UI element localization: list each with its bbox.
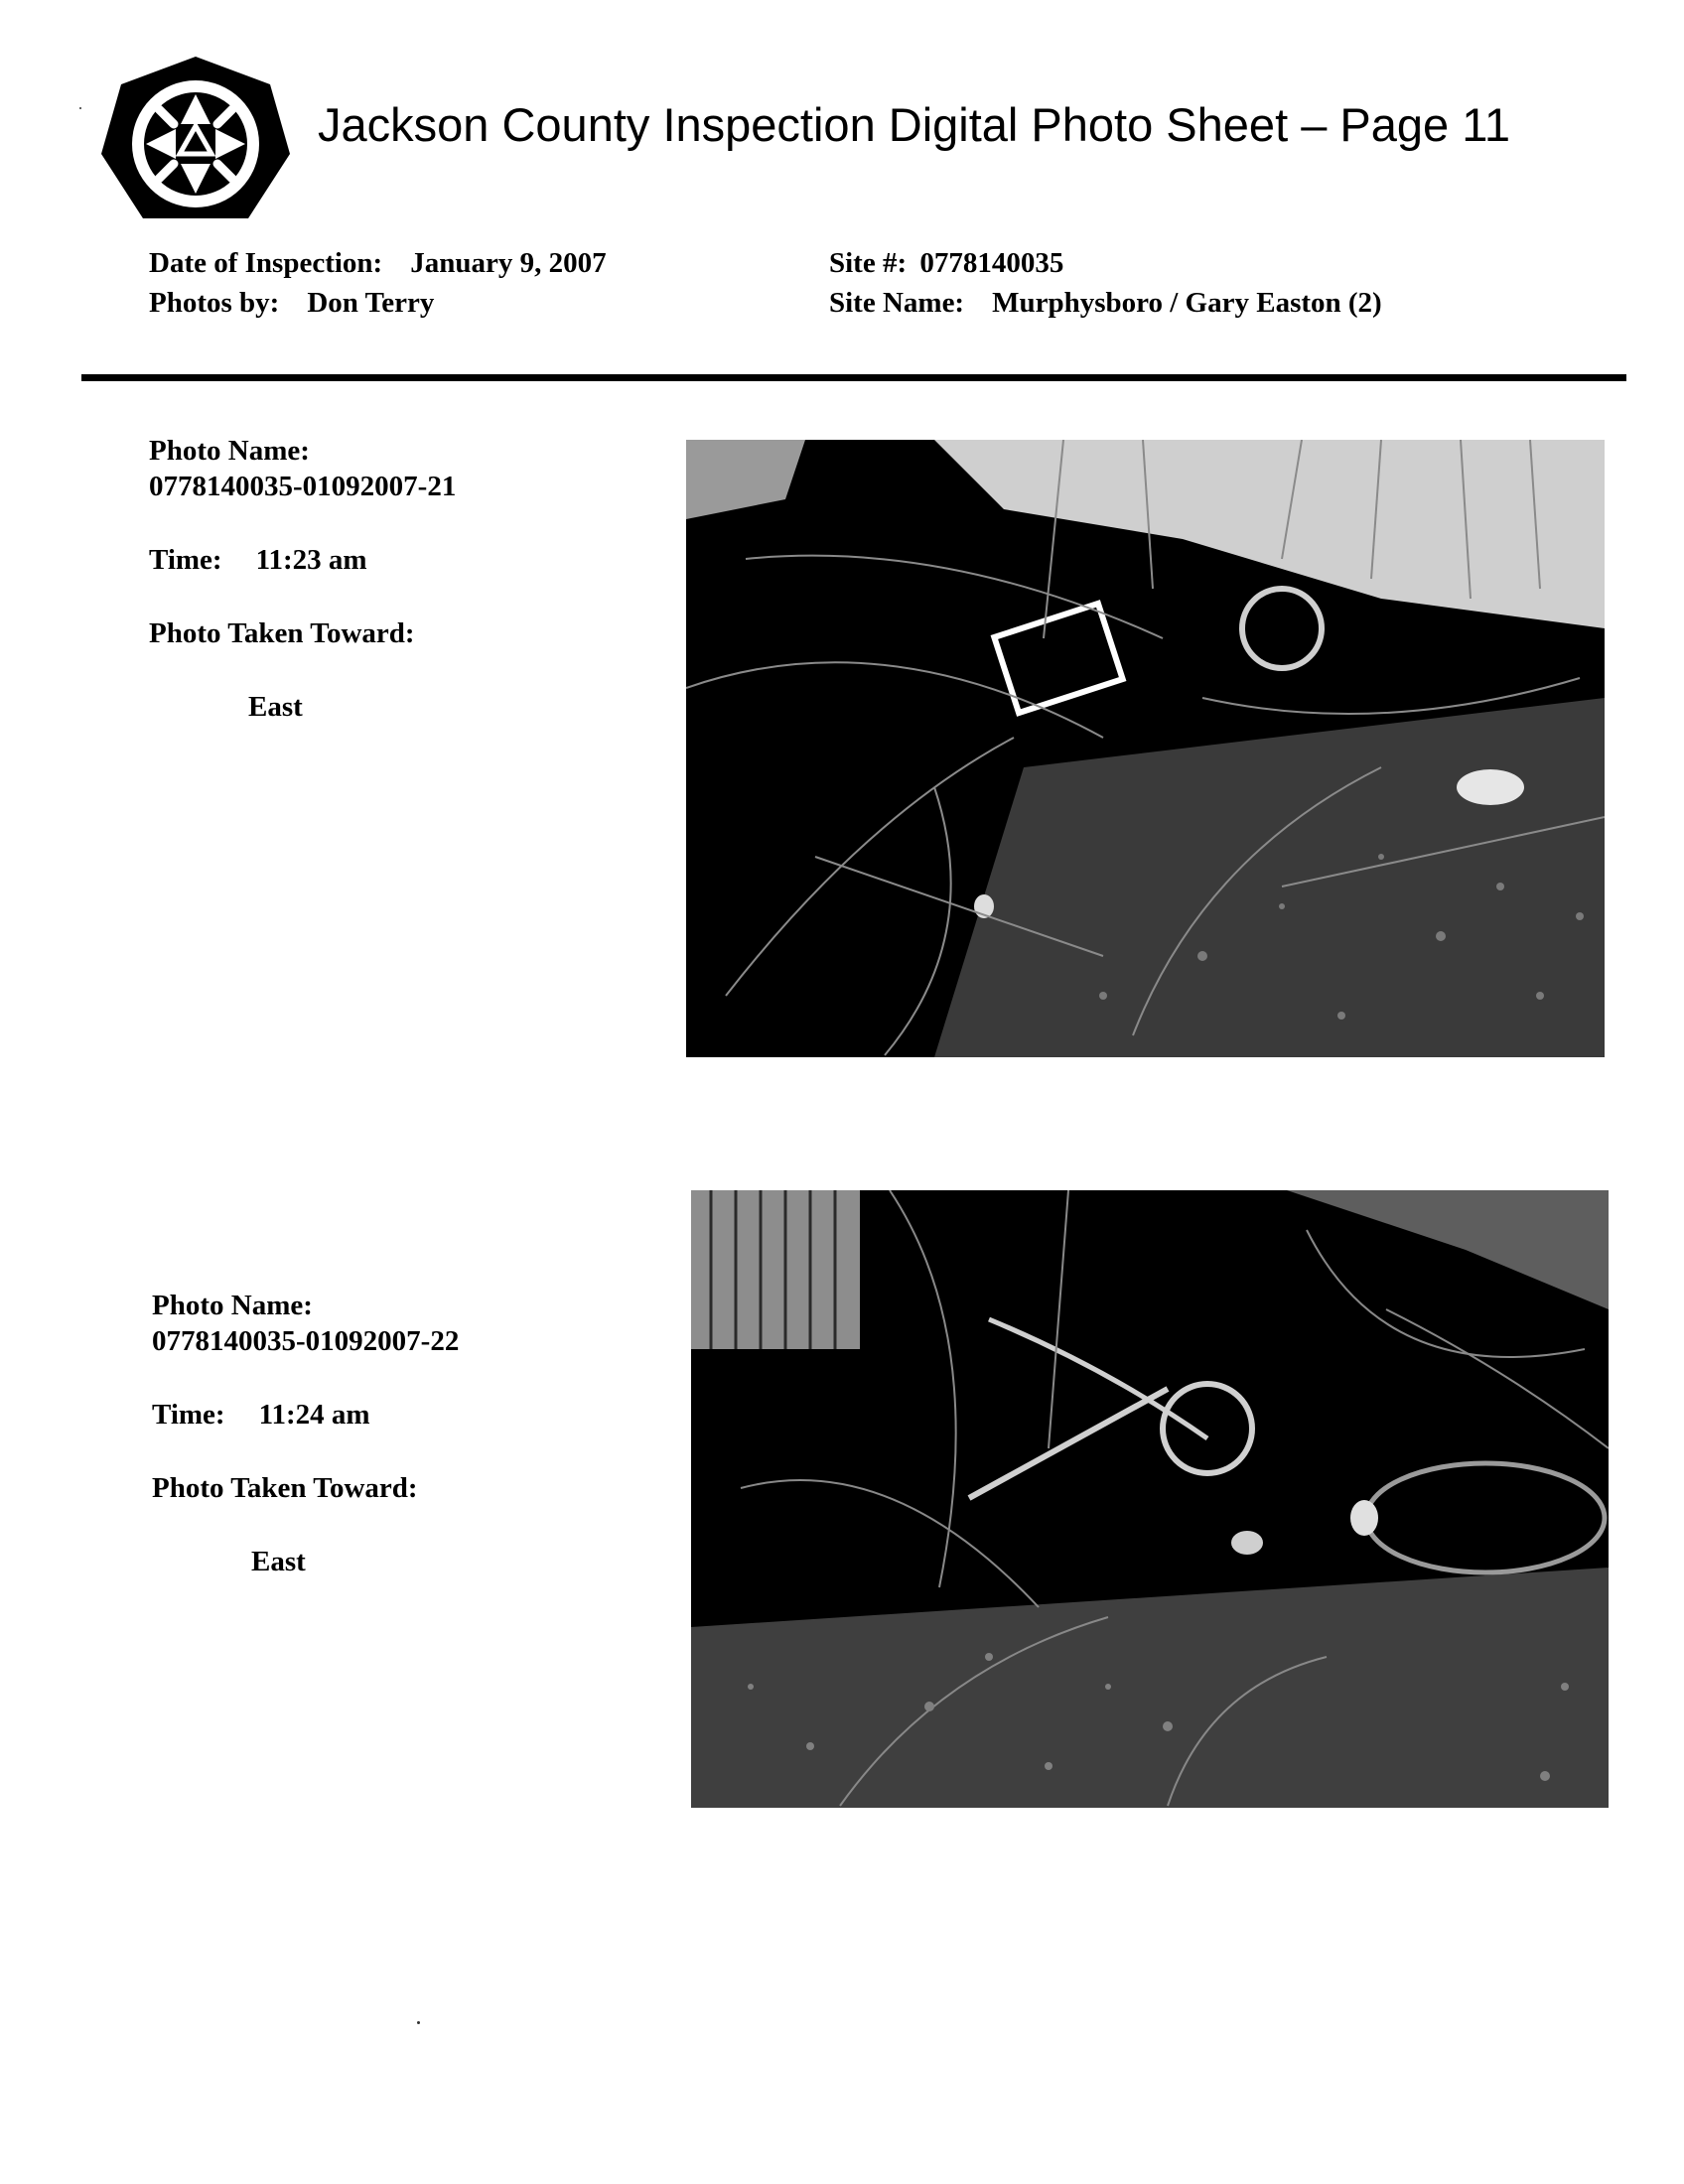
site-number-row [829, 243, 1382, 283]
photo-name-label: Photo Name: [149, 435, 310, 467]
photo-time-value: 11:23 am [255, 544, 367, 576]
photo-name-value: 0778140035-01092007-21 [149, 471, 457, 502]
scan-speck [417, 2021, 420, 2024]
photo-time-value: 11:24 am [258, 1399, 370, 1431]
photo-time-label: Time: [152, 1399, 225, 1431]
photo-direction-label: Photo Taken Toward: [152, 1472, 418, 1504]
photo-name-label: Photo Name: [152, 1290, 313, 1321]
site-number-label: Site #: [829, 247, 908, 279]
photo-time-row [152, 1397, 459, 1433]
site-info [829, 243, 1382, 323]
date-of-inspection-row [149, 243, 607, 283]
photo-info-2 [152, 1288, 459, 1579]
photo-direction-value: East [248, 691, 303, 723]
page-title: Jackson County Inspection Digital Photo Sheet – Page 11 [318, 98, 1511, 151]
header-divider [81, 374, 1626, 381]
photo-name-value: 0778140035-01092007-22 [152, 1325, 460, 1357]
county-seal-icon [99, 55, 292, 228]
scan-speck [79, 107, 81, 109]
photo-info-1 [149, 433, 456, 725]
site-name-value: Murphysboro / Gary Easton (2) [992, 287, 1382, 319]
photo-time-label: Time: [149, 544, 222, 576]
inspection-photo-1 [686, 440, 1605, 1057]
site-number-value: 0778140035 [919, 247, 1064, 279]
date-value: January 9, 2007 [410, 247, 607, 279]
inspection-info [149, 243, 607, 323]
photo-direction-value: East [251, 1546, 306, 1577]
photos-by-label: Photos by: [149, 287, 280, 319]
photos-by-row [149, 283, 607, 323]
photo-direction-label: Photo Taken Toward: [149, 617, 415, 649]
photo-time-row [149, 542, 456, 578]
date-label: Date of Inspection: [149, 247, 383, 279]
site-name-label: Site Name: [829, 287, 965, 319]
site-name-row [829, 283, 1382, 323]
photos-by-value: Don Terry [307, 287, 435, 319]
inspection-photo-2 [691, 1190, 1609, 1808]
